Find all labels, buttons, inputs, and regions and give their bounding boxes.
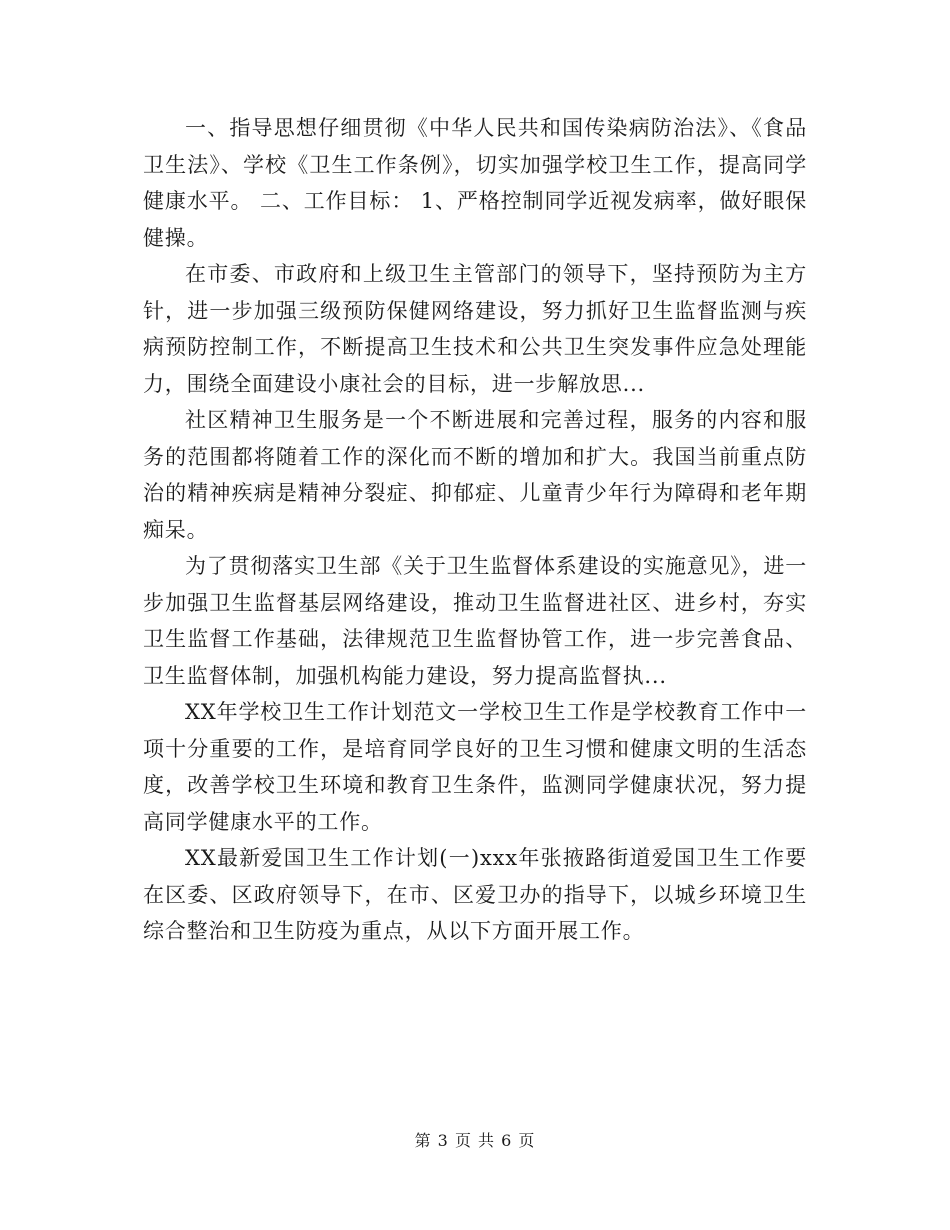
paragraph-guiding-ideology: 一、指导思想仔细贯彻《中华人民共和国传染病防治法》、《食品卫生法》、学校《卫生工作条例》，切实加强学校卫生工作，提高同学健康水平。 二、工作目标： 1、严格控制同学近视发病率，做好眼保健操。 [143,116,807,250]
page-number-footer: 第 3 页 共 6 页 [414,1131,536,1150]
paragraph-patriotic-health-plan: XX最新爱国卫生工作计划(一)xxx年张掖路街道爱国卫生工作要在区委、区政府领导下，在市、区爱卫办的指导下，以城乡环境卫生综合整治和卫生防疫为重点，从以下方面开展工作。 [143,846,807,943]
document-body [143,110,807,950]
paragraph-prevention-policy: 在市委、市政府和上级卫生主管部门的领导下，坚持预防为主方针，进一步加强三级预防保健网络建设，努力抓好卫生监督监测与疾病预防控制工作，不断提高卫生技术和公共卫生突发事件应急处理能力，围绕全面建设小康社会的目标，进一步解放思... [143,262,807,396]
paragraph-school-health-plan: XX年学校卫生工作计划范文一学校卫生工作是学校教育工作中一项十分重要的工作，是培育同学良好的卫生习惯和健康文明的生活态度，改善学校卫生环境和教育卫生条件，监测同学健康状况，努力提高同学健康水平的工作。 [143,700,807,834]
paragraph-health-supervision: 为了贯彻落实卫生部《关于卫生监督体系建设的实施意见》，进一步加强卫生监督基层网络建设，推动卫生监督进社区、进乡村，夯实卫生监督工作基础，法律规范卫生监督协管工作，进一步完善食品、卫生监督体制，加强机构能力建设，努力提高监督执... [143,554,807,688]
paragraph-mental-health: 社区精神卫生服务是一个不断进展和完善过程，服务的内容和服务的范围都将随着工作的深化而不断的增加和扩大。我国当前重点防治的精神疾病是精神分裂症、抑郁症、儿童青少年行为障碍和老年期痴呆。 [143,408,807,542]
